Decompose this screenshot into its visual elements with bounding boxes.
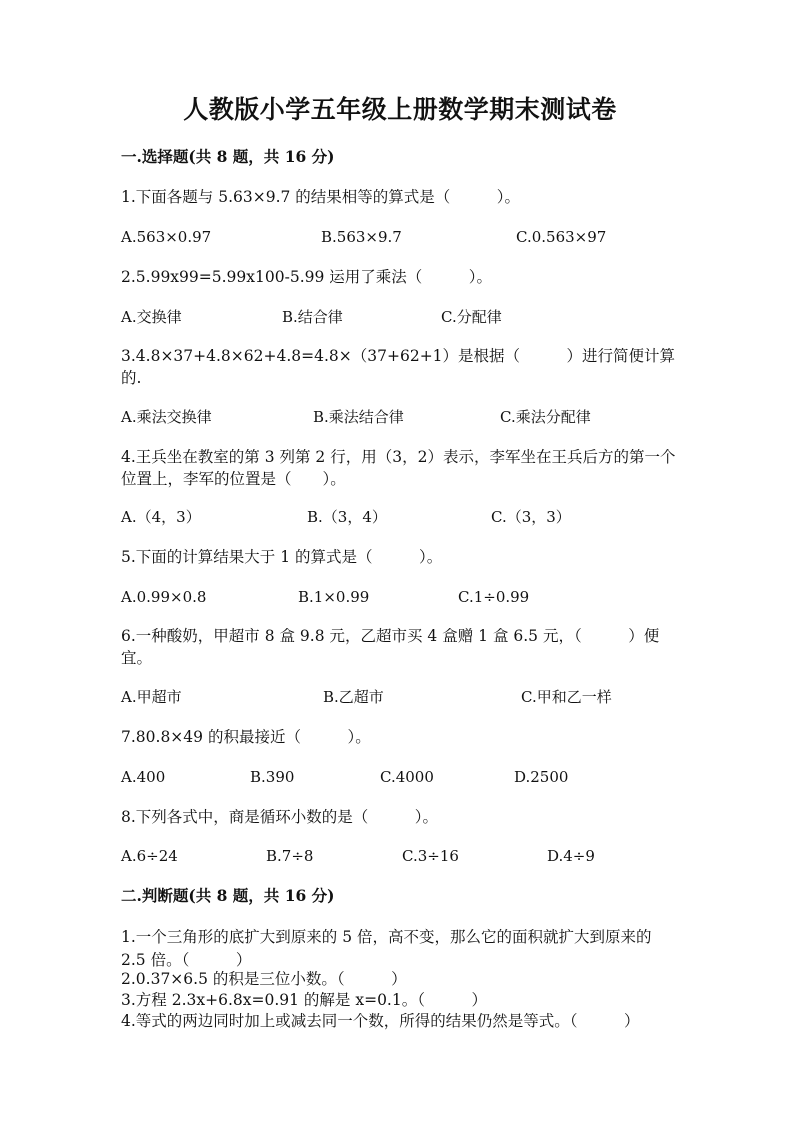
question-5-option-b: B.1×0.99: [298, 588, 370, 606]
question-6-option-b: B.乙超市: [323, 688, 384, 706]
judgment-1: 1.一个三角形的底扩大到原来的 5 倍，高不变，那么它的面积就扩大到原来的 2.5 倍。（ ）: [121, 928, 652, 969]
question-7-option-d: D.2500: [514, 768, 569, 786]
question-2-option-a: A.交换律: [121, 308, 182, 326]
question-4: 4.王兵坐在教室的第 3 列第 2 行，用（3，2）表示，李军坐在王兵后方的第一个位置上，李军的位置是（ ）。: [121, 448, 676, 488]
question-5: 5.下面的计算结果大于 1 的算式是（ ）。: [121, 548, 443, 566]
question-1-option-a: A.563×0.97: [121, 228, 212, 246]
question-7-option-a: A.400: [121, 768, 166, 786]
question-8-option-b: B.7÷8: [266, 847, 314, 865]
question-6-option-a: A.甲超市: [121, 688, 182, 706]
question-2-option-c: C.分配律: [441, 308, 502, 326]
question-8-option-d: D.4÷9: [547, 847, 595, 865]
question-6-option-c: C.甲和乙一样: [521, 688, 612, 706]
question-5-option-a: A.0.99×0.8: [121, 588, 207, 606]
page-title: 人教版小学五年级上册数学期末测试卷: [183, 95, 617, 124]
question-4-option-c: C.（3，3）: [491, 508, 571, 526]
question-3-option-c: C.乘法分配律: [500, 408, 591, 426]
section-heading-judgment: 二.判断题(共 8 题，共 16 分): [121, 886, 335, 905]
question-3-option-a: A.乘法交换律: [121, 408, 212, 426]
question-7-option-b: B.390: [250, 768, 295, 786]
judgment-4: 4.等式的两边同时加上或减去同一个数，所得的结果仍然是等式。（ ）: [121, 1012, 640, 1030]
question-4-option-a: A.（4，3）: [121, 508, 201, 526]
question-2: 2.5.99x99=5.99x100-5.99 运用了乘法（ ）。: [121, 268, 493, 286]
question-6: 6.一种酸奶，甲超市 8 盒 9.8 元，乙超市买 4 盒赠 1 盒 6.5 元，（ ）便宜。: [121, 627, 660, 667]
section-heading-choice: 一.选择题(共 8 题，共 16 分): [121, 147, 335, 166]
question-4-option-b: B.（3，4）: [307, 508, 387, 526]
question-1-option-c: C.0.563×97: [516, 228, 607, 246]
question-7-option-c: C.4000: [380, 768, 434, 786]
judgment-2: 2.0.37×6.5 的积是三位小数。（ ）: [121, 970, 407, 988]
question-8-option-a: A.6÷24: [121, 847, 178, 865]
question-1-option-b: B.563×9.7: [321, 228, 402, 246]
question-2-option-b: B.结合律: [282, 308, 343, 326]
question-8: 8.下列各式中，商是循环小数的是（ ）。: [121, 808, 439, 826]
question-3-option-b: B.乘法结合律: [313, 408, 404, 426]
judgment-3: 3.方程 2.3x+6.8x=0.91 的解是 x=0.1。（ ）: [121, 991, 487, 1009]
question-5-option-c: C.1÷0.99: [458, 588, 530, 606]
question-8-option-c: C.3÷16: [402, 847, 459, 865]
question-7: 7.80.8×49 的积最接近（ ）。: [121, 728, 371, 746]
question-1: 1.下面各题与 5.63×9.7 的结果相等的算式是（ ）。: [121, 188, 521, 206]
question-3: 3.4.8×37+4.8×62+4.8=4.8×（37+62+1）是根据（ ）进行简便计算的.: [121, 347, 676, 387]
